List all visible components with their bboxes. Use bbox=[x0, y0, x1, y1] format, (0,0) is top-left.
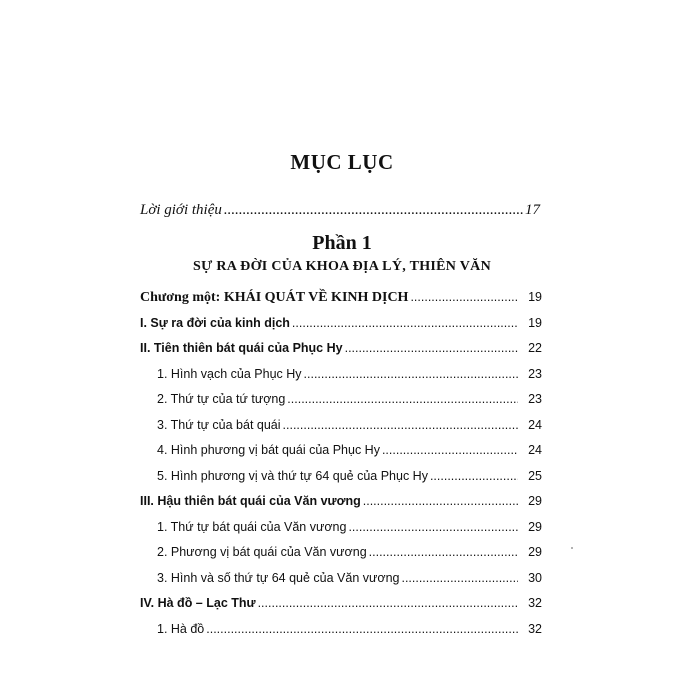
toc-entry-subsection bbox=[140, 418, 542, 444]
toc-entry-page: 29 bbox=[528, 519, 542, 534]
toc-entry-label: IV. Hà đồ – Lạc Thư bbox=[140, 596, 256, 610]
toc-entry-page: 23 bbox=[528, 366, 542, 381]
toc-entry-page: 19 bbox=[528, 315, 542, 330]
toc-entry-subsection bbox=[140, 622, 542, 648]
toc-entry-label: 2. Phương vị bát quái của Văn vương bbox=[157, 545, 367, 559]
toc-entry-section bbox=[140, 494, 542, 520]
toc-entry-label: 4. Hình phương vị bát quái của Phục Hy bbox=[157, 443, 380, 457]
toc-entry-label: 1. Hà đồ bbox=[157, 621, 205, 636]
toc-entry-subsection bbox=[140, 392, 542, 418]
toc-leader-dots bbox=[410, 290, 518, 304]
toc-leader-dots bbox=[348, 520, 518, 534]
toc-leader-dots bbox=[224, 202, 523, 219]
toc-entry-label: 2. Thứ tự của tứ tượng bbox=[157, 392, 286, 406]
toc-entry-section bbox=[140, 341, 542, 367]
toc-entry-page: 29 bbox=[528, 545, 542, 559]
toc-entry-label: 1. Hình vạch của Phục Hy bbox=[157, 366, 302, 381]
toc-leader-dots bbox=[382, 443, 518, 457]
toc-entry-label: 3. Hình và số thứ tự 64 quẻ của Văn vương bbox=[157, 570, 400, 585]
toc-leader-dots bbox=[430, 469, 518, 483]
toc-entry-page: 19 bbox=[528, 290, 542, 304]
table-of-contents bbox=[140, 290, 542, 647]
toc-entry-page: 22 bbox=[528, 341, 542, 355]
toc-entry-label: II. Tiên thiên bát quái của Phục Hy bbox=[140, 341, 343, 355]
scan-speck bbox=[571, 547, 573, 549]
toc-leader-dots bbox=[283, 418, 518, 432]
toc-entry-section bbox=[140, 596, 542, 622]
toc-leader-dots bbox=[401, 571, 518, 585]
toc-entry-label: Lời giới thiệu bbox=[140, 202, 222, 218]
part-title: Phần 1 bbox=[312, 232, 372, 254]
toc-entry-page: 29 bbox=[528, 494, 542, 508]
toc-entry-intro bbox=[140, 202, 540, 219]
toc-entry-subsection bbox=[140, 367, 542, 393]
toc-leader-dots bbox=[258, 596, 518, 610]
toc-entry-subsection bbox=[140, 443, 542, 469]
toc-entry-subsection bbox=[140, 520, 542, 546]
toc-entry-subsection bbox=[140, 469, 542, 495]
toc-leader-dots bbox=[206, 622, 518, 636]
toc-leader-dots bbox=[287, 392, 518, 406]
toc-entry-label: 3. Thứ tự của bát quái bbox=[157, 417, 281, 432]
toc-leader-dots bbox=[369, 545, 518, 559]
toc-entry-label: 1. Thứ tự bát quái của Văn vương bbox=[157, 519, 347, 534]
toc-entry-label: Chương một: KHÁI QUÁT VỀ KINH DỊCH bbox=[140, 290, 409, 305]
toc-leader-dots bbox=[292, 316, 518, 330]
toc-entry-page: 30 bbox=[528, 570, 542, 585]
toc-leader-dots bbox=[345, 341, 518, 355]
page-title: MỤC LỤC bbox=[290, 150, 394, 174]
toc-entry-page: 23 bbox=[528, 392, 542, 406]
part-subtitle: SỰ RA ĐỜI CỦA KHOA ĐỊA LÝ, THIÊN VĂN bbox=[193, 259, 491, 274]
toc-entry-page: 24 bbox=[528, 417, 542, 432]
toc-entry-page: 24 bbox=[528, 443, 542, 457]
toc-entry-label: 5. Hình phương vị và thứ tự 64 quẻ của Phục Hy bbox=[157, 468, 428, 483]
toc-entry-subsection bbox=[140, 545, 542, 571]
toc-entry-page: 25 bbox=[528, 468, 542, 483]
toc-entry-chapter bbox=[140, 290, 542, 316]
toc-entry-label: III. Hậu thiên bát quái của Văn vương bbox=[140, 494, 361, 508]
toc-entry-page: 17 bbox=[525, 202, 540, 218]
toc-leader-dots bbox=[363, 494, 518, 508]
toc-leader-dots bbox=[304, 367, 518, 381]
toc-entry-section bbox=[140, 316, 542, 342]
toc-entry-subsection bbox=[140, 571, 542, 597]
toc-entry-page: 32 bbox=[528, 621, 542, 636]
toc-entry-page: 32 bbox=[528, 596, 542, 610]
toc-entry-label: I. Sự ra đời của kinh dịch bbox=[140, 315, 290, 330]
